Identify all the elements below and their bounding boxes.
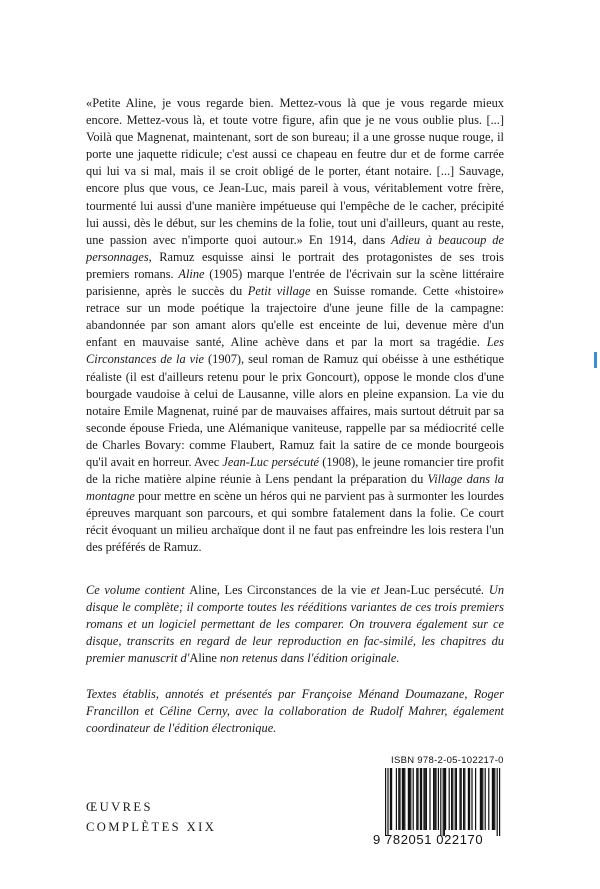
barcode-bar xyxy=(408,768,409,830)
summary-text: en Suisse romande. Cette «histoire» retrace sur un mode poétique la trajectoire d'une jeune fille de la campagne: abandonnée par son amant alors qu'elle est enceinte de lui, devenue mère d'un enfant en mauvaise santé, Aline achève dans et par la mort sa tragédie. xyxy=(86,284,504,350)
barcode-bar xyxy=(425,768,426,830)
barcode-bar xyxy=(391,768,392,830)
barcode-bar xyxy=(463,768,464,830)
barcode-bar xyxy=(438,768,439,830)
contents-title: Jean-Luc persécuté xyxy=(384,583,482,597)
barcode-bar xyxy=(433,768,434,830)
barcode-bar xyxy=(497,768,498,836)
barcode-bar xyxy=(410,768,411,830)
barcode-bar xyxy=(413,768,414,830)
series-line-2: COMPLÈTES XIX xyxy=(86,820,217,834)
barcode-bar xyxy=(429,768,430,830)
barcode-bar xyxy=(385,768,386,836)
barcode-bar xyxy=(398,768,399,830)
barcode-bar xyxy=(492,768,493,830)
contents-text: , xyxy=(216,583,225,597)
barcode-bar xyxy=(421,768,422,830)
series-line-1: ŒUVRES xyxy=(86,800,153,814)
editors-credits xyxy=(86,686,504,737)
barcode-bar xyxy=(435,768,436,830)
barcode-bar xyxy=(444,768,445,836)
title-circonstances: Les Circonstances de la vie xyxy=(86,335,504,367)
barcode-bar xyxy=(445,768,446,830)
volume-contents-paragraph xyxy=(86,582,504,667)
barcode-bar xyxy=(494,768,495,830)
barcode-bar xyxy=(443,768,444,836)
summary-text: , Ramuz esquisse ainsi le portrait des protagonistes de ses trois premiers romans. xyxy=(86,249,504,281)
barcode-bar xyxy=(459,768,460,830)
title-village-montagne: Village dans la montagne xyxy=(86,472,504,504)
barcode-bar xyxy=(499,768,500,836)
title-aline: Aline xyxy=(178,266,205,281)
barcode-bar xyxy=(464,768,465,830)
barcode-bar xyxy=(461,768,462,830)
barcode-bar xyxy=(409,768,410,830)
title-petit-village: Petit village xyxy=(247,284,311,299)
barcode-bar xyxy=(440,768,441,836)
contents-text: Ce volume contient xyxy=(86,583,190,597)
barcode-bar xyxy=(471,768,472,830)
summary-text: (1908), le jeune romancier tire profit de la riche matière alpine réunie à Lens pendant la préparation du xyxy=(86,454,504,487)
barcode-bar xyxy=(420,768,421,830)
barcode-bar xyxy=(481,768,482,830)
barcode-bar xyxy=(449,768,450,830)
isbn-label: ISBN 978-2-05-102217-0 xyxy=(391,755,504,766)
credits-text: Textes établis, annotés et présentés par Françoise Ménand Doumazane, Roger Francillon et Céline Cerny, avec la collaboration de Rudolf Mahrer, également coordinateur de l'édition électronique. xyxy=(86,687,504,736)
barcode-digits: 9 782051 022170 xyxy=(373,832,484,847)
title-jean-luc: Jean-Luc persécuté xyxy=(222,454,320,469)
summary-text: pour mettre en scène un héros qui ne parvient pas à surmonter les lourdes épreuves marquant son parcours, et qui sombre fatalement dans la folie. Ce court récit évoquant un milieu archaïque dont il ne faut pas enfreindre les lois restera l'un des préférés de Ramuz. xyxy=(86,489,504,555)
series-title xyxy=(86,797,216,837)
barcode-bar xyxy=(455,768,456,830)
contents-text: . Un disque le complète; il comporte toutes les rééditions variantes de ces trois premiers romans et un logiciel permettant de les comparer. On trouvera également sur ce disque, transcrits en regard de leur reproduction en fac-similé, les chapitres du premier manuscrit d' xyxy=(86,583,505,666)
contents-title: Les Circonstances de la vie xyxy=(224,583,367,597)
barcode-bar xyxy=(404,768,405,830)
contents-text: non retenus dans l'édition originale. xyxy=(216,651,400,666)
barcode-bar xyxy=(387,768,388,836)
summary-text: (1907), seul roman de Ramuz qui obéisse à une esthétique réaliste (il est d'ailleurs retenu pour le prix Goncourt), oppose le monde clos d'une bourgade vaudoise à celui de Lausanne, ville alors en pleine expansion. La vie du notaire Emile Magnenat, ruiné par de mauvaises affaires, mais surtout détruit par sa seconde épouse Frieda, une Alémanique vaniteuse, rappelle par sa médiocrité celle de Charles Bovary: comme Flaubert, Ramuz fait la satire de ce monde bourgeois qu'il avait en horreur. Avec xyxy=(86,352,504,469)
barcode-bar xyxy=(480,768,481,830)
barcode-bar xyxy=(493,768,494,830)
summary-text: (1905) marque l'entrée de l'écrivain sur la scène littéraire parisienne, après le succès du xyxy=(86,266,504,299)
barcode-bar xyxy=(468,768,469,830)
title-adieu: Adieu à beaucoup de personnages xyxy=(86,232,505,264)
barcode-bar xyxy=(423,768,424,830)
contents-title: Aline xyxy=(189,583,217,597)
barcode-bar xyxy=(399,768,400,830)
barcode-bar xyxy=(482,768,483,830)
barcode-bar xyxy=(426,768,427,830)
barcode-bar xyxy=(485,768,486,830)
barcode-bar xyxy=(469,768,470,830)
barcode-bar xyxy=(452,768,453,830)
barcode-bar xyxy=(488,768,489,830)
barcode-bar xyxy=(417,768,418,830)
barcode-bar xyxy=(451,768,452,830)
contents-title: Aline xyxy=(189,651,217,666)
barcode-bar xyxy=(402,768,403,830)
barcode-bar xyxy=(390,768,391,830)
summary-paragraph xyxy=(86,95,504,557)
barcode-bar xyxy=(434,768,435,830)
edge-mark xyxy=(594,352,597,368)
contents-text: et xyxy=(366,583,385,597)
barcode-bar xyxy=(403,768,404,830)
barcode-bar xyxy=(456,768,457,830)
barcode-bar xyxy=(396,768,397,830)
summary-text: «Petite Aline, je vous regarde bien. Mettez-vous là que je vous regarde mieux encore. Mettez-vous là, et toute votre figure, afin que je ne vous oublie plus. [...] Voilà que Magnenat, maintenant, sort de son bureau; il a une grosse nuque rouge, il porte une jaquette ridicule; c'est aussi ce chapeau en feutre dur et de forme carrée qui lui va si mal, mais il se croit obligé de le porter, étant notaire. [...] Sauvage, encore plus que vous, ce Jean-Luc, mais pareil à vous, véritablement votre frère, tourmenté lui aussi d'une manière impétueuse qui l'empêche de le cacher, précipité lui aussi, dès le début, sur les chemins de la folie, tout uni d'ailleurs, quant au reste, une passion avec n'importe quoi autour.» En 1914, dans xyxy=(86,96,504,247)
barcode-bar xyxy=(416,768,417,830)
barcode-bar xyxy=(475,768,476,830)
